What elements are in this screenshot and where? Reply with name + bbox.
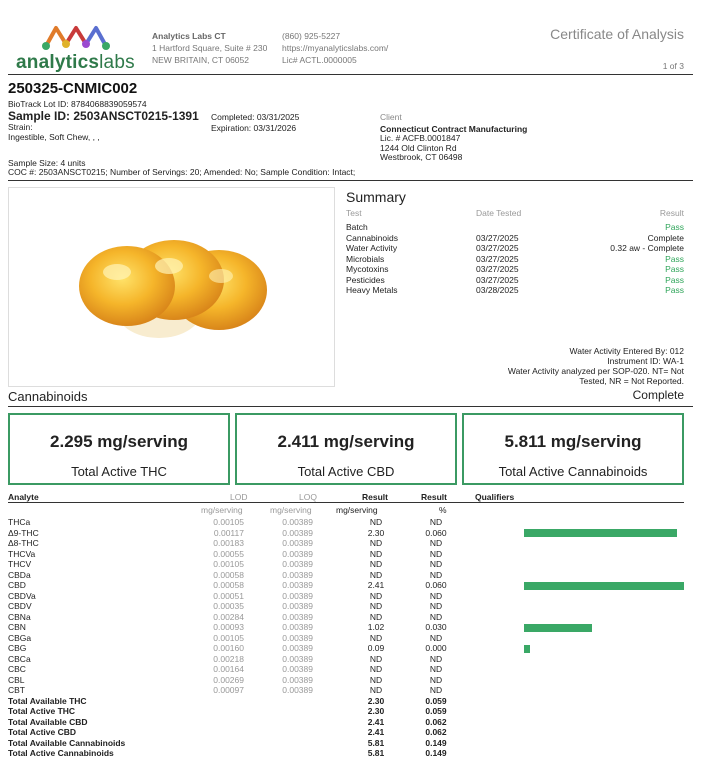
analyte-name: CBD (8, 580, 26, 590)
analyte-result-pct: 0.060 (425, 527, 447, 538)
total-row (8, 717, 684, 728)
summary-test: Water Activity (346, 243, 398, 253)
analyte-result-pct: ND (429, 548, 443, 559)
lab-address-2: NEW BRITAIN, CT 06052 (152, 55, 249, 65)
analyte-name: CBCa (8, 653, 31, 664)
water-note-line: Water Activity Entered By: 012 (569, 346, 684, 356)
analyte-result-pct: ND (429, 590, 443, 601)
total-thc-value: 2.295 mg/serving (50, 432, 188, 451)
header-analyte: Analyte (8, 492, 39, 502)
analyte-loq: 0.00389 (282, 601, 313, 611)
sample-id: Sample ID: 2503ANSCT0215-1391 (8, 109, 199, 123)
analyte-loq: 0.00389 (282, 685, 313, 695)
total-name: Total Active THC (8, 706, 76, 716)
analyte-loq: 0.00389 (282, 569, 313, 580)
analyte-row (8, 559, 684, 570)
summary-date: 03/28/2025 (476, 285, 519, 295)
analyte-lod: 0.00218 (213, 653, 244, 664)
analyte-loq: 0.00389 (282, 622, 313, 632)
summary-test: Batch (346, 222, 368, 232)
analyte-name: CBGa (8, 632, 32, 643)
analyte-result-pct: ND (429, 611, 443, 622)
total-result-pct: 0.062 (425, 727, 447, 737)
analyte-result-pct: ND (429, 569, 443, 580)
client-address-2: Westbrook, CT 06498 (380, 152, 463, 162)
document-title: Certificate of Analysis (550, 26, 684, 42)
analyte-result-pct: ND (429, 538, 443, 548)
analyte-row (8, 612, 684, 623)
summary-test: Heavy Metals (346, 285, 398, 295)
summary-date: 03/27/2025 (476, 243, 519, 253)
lab-contact-block (282, 30, 388, 66)
coc-info: COC #: 2503ANSCT0215; Number of Servings: 20; Amended: No; Sample Condition: Intact; (8, 167, 356, 177)
cannabinoids-divider (8, 406, 693, 407)
summary-row (346, 285, 684, 296)
total-result-mg: 5.81 (367, 737, 385, 748)
total-result-pct: 0.062 (425, 716, 447, 727)
analyte-result-pct: ND (429, 653, 443, 664)
header-lod: LOD (230, 492, 248, 502)
analyte-result-mg: 1.02 (367, 622, 385, 632)
total-row (8, 706, 684, 717)
summary-row (346, 243, 684, 254)
analyte-loq: 0.00389 (282, 580, 313, 590)
analyte-lod: 0.00035 (213, 601, 244, 611)
analyte-row (8, 675, 684, 686)
sample-type: Ingestible, Soft Chew, , , (8, 132, 100, 142)
total-cbd-box (235, 413, 457, 485)
client-license: Lic. # ACFB.0001847 (380, 133, 461, 143)
analyte-row (8, 601, 684, 612)
info-divider (8, 180, 693, 181)
lab-url[interactable]: https://myanalyticslabs.com/ (282, 43, 389, 53)
total-result-mg: 2.41 (367, 727, 385, 737)
water-note-line: Instrument ID: WA-1 (607, 356, 684, 366)
summary-title: Summary (346, 189, 406, 205)
analyte-result-mg: ND (369, 548, 383, 559)
result-bar (524, 645, 530, 653)
summary-row (346, 275, 684, 286)
page-number: 1 of 3 (662, 61, 684, 71)
summary-date (476, 222, 586, 233)
summary-test: Pesticides (346, 274, 385, 285)
analyte-name: CBDVa (8, 590, 36, 601)
lab-phone: (860) 925-5227 (282, 31, 341, 41)
total-cannabinoids-value: 5.811 mg/serving (504, 432, 642, 451)
analyte-loq: 0.00389 (282, 527, 313, 538)
analyte-result-mg: ND (369, 674, 383, 685)
analyte-row (8, 664, 684, 675)
analyte-lod: 0.00105 (213, 559, 244, 569)
total-name: Total Active Cannabinoids (8, 748, 114, 758)
header-loq: LOQ (299, 492, 317, 502)
sample-strain: Strain: (8, 122, 33, 132)
analyte-loq: 0.00389 (282, 674, 313, 685)
summary-result: Pass (665, 222, 684, 232)
total-row (8, 748, 684, 759)
analyte-name: CBN (8, 622, 26, 632)
summary-date: 03/27/2025 (476, 264, 519, 274)
analyte-loq: 0.00389 (282, 632, 313, 643)
analyte-lod: 0.00058 (213, 569, 244, 580)
client-address-1: 1244 Old Clinton Rd (380, 142, 457, 153)
total-name: Total Active CBD (8, 727, 77, 737)
biotrack-lot-id: BioTrack Lot ID: 8784068839059574 (8, 99, 147, 109)
summary-result: Pass (665, 264, 684, 274)
analyte-name: CBDa (8, 569, 31, 580)
analyte-result-mg: ND (369, 632, 383, 643)
summary-header-test: Test (346, 208, 362, 218)
total-result-pct: 0.059 (425, 695, 447, 706)
analyte-result-pct: 0.060 (425, 580, 447, 590)
subheader-result-mg: mg/serving (336, 505, 378, 515)
analyte-result-mg: ND (369, 664, 383, 674)
total-name: Total Available CBD (8, 716, 88, 727)
summary-row (346, 233, 684, 244)
summary-table (346, 208, 684, 296)
analyte-loq: 0.00389 (282, 590, 313, 601)
client-name: Connecticut Contract Manufacturing (380, 123, 528, 134)
analyte-lod: 0.00164 (213, 664, 244, 674)
analyte-loq: 0.00389 (282, 664, 313, 674)
expiration-date: Expiration: 03/31/2026 (211, 123, 297, 133)
lab-address-1: 1 Hartford Square, Suite # 230 (152, 43, 268, 53)
analyte-result-mg: 2.41 (367, 580, 385, 590)
analyte-row (8, 517, 684, 528)
analyte-result-mg: ND (369, 538, 383, 548)
analyte-row (8, 685, 684, 696)
total-row (8, 696, 684, 707)
result-bar (524, 529, 677, 537)
analyte-loq: 0.00389 (282, 538, 313, 548)
summary-test: Microbials (346, 253, 385, 264)
analyte-lod: 0.00097 (213, 685, 244, 695)
sample-photo (8, 187, 335, 387)
analyte-name: THCVa (8, 548, 36, 559)
header-result-mg: Result (362, 492, 388, 502)
analyte-row (8, 538, 684, 549)
analyte-name: CBL (8, 674, 25, 685)
total-thc-box (8, 413, 230, 485)
total-result-mg: 5.81 (367, 748, 385, 758)
subheader-loq: mg/serving (270, 505, 312, 515)
analyte-result-mg: ND (369, 653, 383, 664)
analyte-lod: 0.00183 (213, 538, 244, 548)
total-thc-label: Total Active THC (71, 464, 167, 479)
sample-dates (211, 112, 299, 134)
analyte-name: Δ8-THC (8, 538, 39, 548)
analyte-loq: 0.00389 (282, 643, 313, 653)
analyte-row (8, 591, 684, 602)
client-block (380, 113, 527, 163)
analyte-row (8, 654, 684, 665)
analyte-name: Δ9-THC (8, 527, 39, 538)
summary-test: Cannabinoids (346, 232, 398, 243)
summary-date: 03/27/2025 (476, 274, 519, 285)
total-cannabinoids-box (462, 413, 684, 485)
summary-result: Complete (647, 232, 684, 243)
analyte-result-mg: ND (369, 590, 383, 601)
analyte-result-pct: ND (429, 664, 443, 674)
analyte-result-mg: ND (369, 569, 383, 580)
analyte-name: CBC (8, 664, 26, 674)
analyte-result-pct: ND (429, 632, 443, 643)
summary-date: 03/27/2025 (476, 253, 519, 264)
summary-header-result: Result (659, 208, 684, 218)
analyte-result-pct: ND (429, 559, 443, 569)
analyte-result-mg: 2.30 (367, 527, 385, 538)
total-row (8, 738, 684, 749)
cannabinoids-status: Complete (632, 388, 684, 402)
total-cannabinoids-label: Total Active Cannabinoids (498, 464, 648, 479)
analyte-result-mg: 0.09 (367, 643, 385, 653)
analyte-loq: 0.00389 (282, 611, 313, 622)
analyte-name: THCV (8, 559, 32, 569)
analyte-name: CBG (8, 643, 27, 653)
total-cbd-value: 2.411 mg/serving (277, 432, 415, 451)
water-note-line: Water Activity analyzed per SOP-020. NT= Not (507, 366, 684, 376)
gummy-image (9, 188, 335, 387)
summary-test: Mycotoxins (346, 264, 389, 274)
summary-result: Pass (665, 274, 684, 285)
total-result-pct: 0.149 (425, 737, 447, 748)
total-name: Total Available THC (8, 695, 87, 706)
analyte-lod: 0.00058 (213, 580, 244, 590)
analyte-result-mg: ND (369, 611, 383, 622)
total-result-mg: 2.30 (367, 695, 385, 706)
header-divider (8, 74, 693, 75)
analyte-lod: 0.00105 (213, 517, 244, 527)
analyte-row (8, 643, 684, 654)
completed-date: Completed: 03/31/2025 (211, 112, 300, 122)
analyte-result-pct: ND (429, 674, 443, 685)
total-row (8, 727, 684, 738)
analyte-loq: 0.00389 (282, 517, 313, 527)
cannabinoids-title: Cannabinoids (8, 389, 88, 404)
client-label: Client (380, 112, 402, 122)
analyte-name: CBDV (8, 601, 32, 611)
water-note-line: Tested, NR = Not Reported. (579, 376, 684, 386)
analyte-row (8, 580, 684, 591)
subheader-lod: mg/serving (201, 505, 243, 515)
analyte-row (8, 633, 684, 644)
analyte-result-mg: ND (369, 601, 383, 611)
header-qualifiers: Qualifiers (475, 492, 515, 502)
lab-address-block (152, 30, 267, 66)
analyte-result-mg: ND (369, 517, 383, 527)
analyte-row (8, 622, 684, 633)
analyte-loq: 0.00389 (282, 559, 313, 569)
water-activity-note (508, 346, 684, 386)
total-result-pct: 0.059 (425, 706, 447, 716)
summary-row (346, 222, 684, 233)
analyte-loq: 0.00389 (282, 653, 313, 664)
analyte-name: THCa (8, 517, 31, 527)
sample-code: 250325-CNMIC002 (8, 80, 138, 97)
analyte-result-mg: ND (369, 685, 383, 695)
summary-result: Pass (665, 285, 684, 295)
analyte-lod: 0.00055 (213, 548, 244, 559)
analyte-result-pct: ND (429, 601, 443, 611)
analyte-result-mg: ND (369, 559, 383, 569)
lab-name: Analytics Labs CT (152, 31, 226, 41)
result-bar (524, 624, 592, 632)
summary-row (346, 254, 684, 265)
summary-header-date: Date Tested (476, 208, 522, 218)
analyte-result-pct: ND (429, 517, 443, 527)
lab-license: Lic# ACTL.0000005 (282, 55, 357, 65)
result-bar (524, 582, 684, 590)
analyte-lod: 0.00105 (213, 632, 244, 643)
total-name: Total Available Cannabinoids (8, 737, 126, 748)
summary-date: 03/27/2025 (476, 232, 519, 243)
subheader-result-pct: % (439, 505, 447, 515)
analyte-name: CBNa (8, 611, 31, 622)
analyte-result-pct: ND (429, 685, 443, 695)
analyte-row (8, 549, 684, 560)
analyte-row (8, 570, 684, 581)
analyte-loq: 0.00389 (282, 548, 313, 559)
analyte-result-pct: 0.000 (425, 643, 447, 653)
analyte-lod: 0.00093 (213, 622, 244, 632)
summary-result: 0.32 aw - Complete (610, 243, 684, 253)
total-result-mg: 2.41 (367, 716, 385, 727)
analyte-lod: 0.00051 (213, 590, 244, 601)
summary-result: Pass (665, 253, 684, 264)
analyte-lod: 0.00284 (213, 611, 244, 622)
table-header-divider (8, 502, 684, 503)
header-result-pct: Result (421, 492, 447, 502)
analyte-lod: 0.00269 (213, 674, 244, 685)
sample-size: Sample Size: 4 units (8, 158, 86, 168)
analyte-row (8, 528, 684, 539)
total-cbd-label: Total Active CBD (297, 464, 395, 479)
analyte-lod: 0.00160 (213, 643, 244, 653)
analyte-name: CBT (8, 685, 25, 695)
analyte-lod: 0.00117 (213, 527, 244, 538)
lab-logo-text: analyticslabs (16, 52, 135, 73)
summary-row (346, 264, 684, 275)
total-result-mg: 2.30 (367, 706, 385, 716)
total-result-pct: 0.149 (425, 748, 447, 758)
analyte-result-pct: 0.030 (425, 622, 447, 632)
